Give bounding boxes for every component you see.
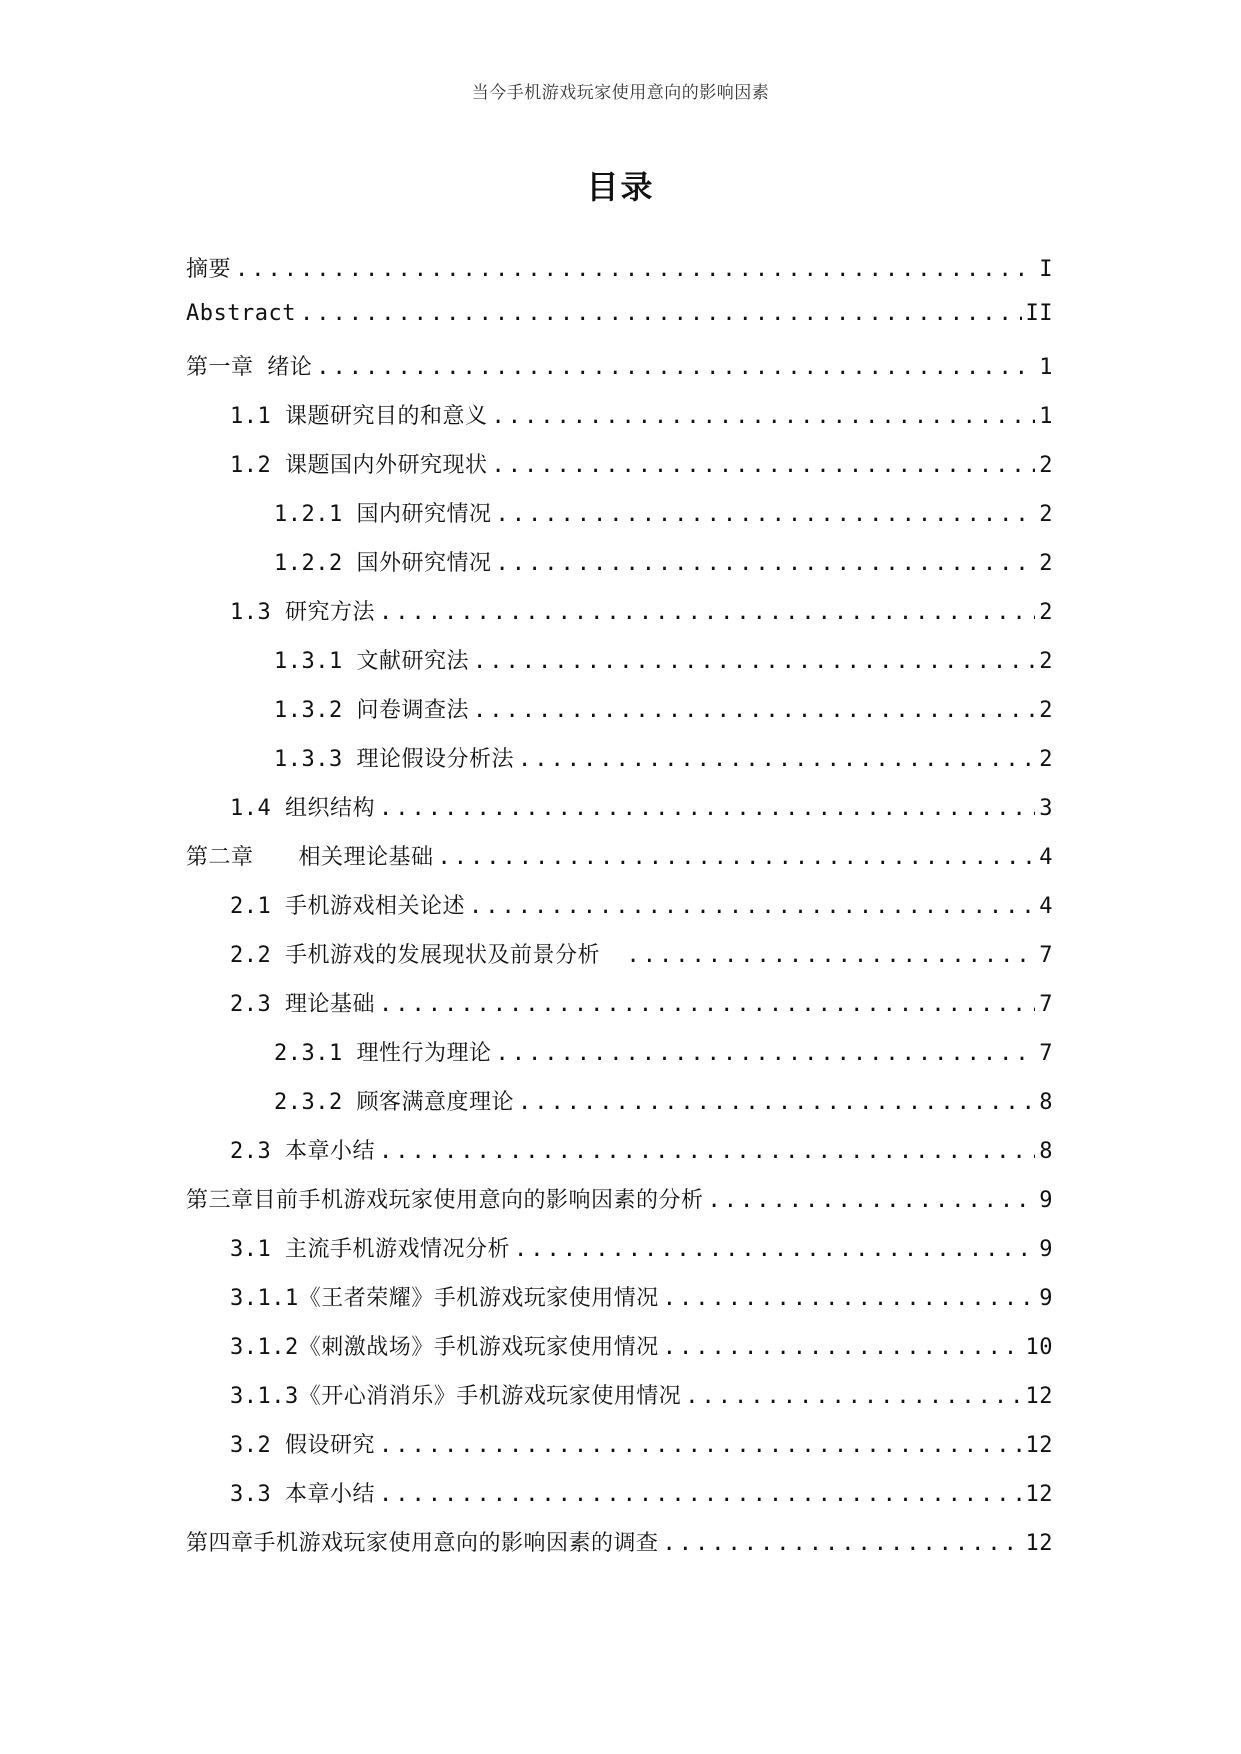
toc-page-number: 9	[1039, 1237, 1053, 1262]
toc-page-number: 9	[1039, 1286, 1053, 1311]
toc-page-number: 1	[1039, 404, 1053, 429]
toc-dot-leader	[663, 1335, 1022, 1360]
toc-entry-label: 1.2 课题国内外研究现状	[230, 453, 488, 478]
toc-entry[interactable]	[186, 497, 1053, 546]
toc-page-number: 9	[1039, 1188, 1053, 1213]
toc-page-number: II	[1025, 301, 1053, 326]
toc-entry[interactable]	[186, 1379, 1053, 1428]
toc-dot-leader	[469, 894, 1035, 919]
toc-entry-label: Abstract	[186, 301, 296, 326]
toc-entry-label: 2.3.2 顾客满意度理论	[274, 1090, 514, 1115]
toc-page-number: 2	[1039, 747, 1053, 772]
toc-dot-leader	[514, 1237, 1035, 1262]
toc-dot-leader	[379, 992, 1035, 1017]
toc-entry-label: 2.1 手机游戏相关论述	[230, 894, 465, 919]
toc-entry-label: 3.1.1《王者荣耀》手机游戏玩家使用情况	[230, 1286, 659, 1311]
toc-entry[interactable]	[186, 1036, 1053, 1085]
toc-entry-label: 摘要	[186, 257, 232, 282]
toc-entry[interactable]	[186, 693, 1053, 742]
table-of-contents	[186, 252, 1053, 1575]
toc-entry[interactable]	[186, 889, 1053, 938]
toc-entry-label: 1.3.2 问卷调查法	[274, 698, 469, 723]
toc-entry-label: 3.1.2《刺激战场》手机游戏玩家使用情况	[230, 1335, 659, 1360]
toc-page-number: 2	[1039, 649, 1053, 674]
toc-page-number: 7	[1039, 943, 1053, 968]
toc-page-number: 10	[1025, 1335, 1053, 1360]
toc-entry-label: 1.2.2 国外研究情况	[274, 551, 492, 576]
toc-page-number: 2	[1039, 698, 1053, 723]
toc-entry-label: 第三章目前手机游戏玩家使用意向的影响因素的分析	[186, 1188, 704, 1213]
toc-dot-leader	[379, 796, 1035, 821]
toc-entry[interactable]	[186, 1330, 1053, 1379]
page-title: 目录	[586, 168, 655, 206]
toc-entry[interactable]	[186, 1281, 1053, 1330]
toc-dot-leader	[379, 1139, 1035, 1164]
toc-entry[interactable]	[186, 1232, 1053, 1281]
toc-entry[interactable]	[186, 1085, 1053, 1134]
toc-dot-leader	[663, 1531, 1022, 1556]
toc-entry-label: 1.3.1 文献研究法	[274, 649, 469, 674]
toc-entry[interactable]	[186, 987, 1053, 1036]
toc-entry[interactable]	[186, 1477, 1053, 1526]
toc-dot-leader	[495, 551, 1035, 576]
toc-dot-leader	[518, 1090, 1035, 1115]
toc-dot-leader	[708, 1188, 1036, 1213]
toc-entry[interactable]	[186, 1183, 1053, 1232]
toc-entry-label: 3.3 本章小结	[230, 1482, 375, 1507]
toc-dot-leader	[495, 502, 1035, 527]
toc-page-number: 7	[1039, 992, 1053, 1017]
toc-dot-leader	[518, 747, 1035, 772]
toc-page-number: 1	[1039, 355, 1053, 380]
toc-entry-label: 1.1 课题研究目的和意义	[230, 404, 488, 429]
toc-page-number: 2	[1039, 551, 1053, 576]
toc-page-number: 8	[1039, 1139, 1053, 1164]
toc-page-number: 12	[1025, 1384, 1053, 1409]
toc-dot-leader	[379, 1433, 1022, 1458]
toc-dot-leader	[316, 355, 1035, 380]
toc-entry-label: 2.2 手机游戏的发展现状及前景分析	[230, 943, 623, 968]
toc-dot-leader	[473, 649, 1035, 674]
toc-entry[interactable]	[186, 1134, 1053, 1183]
toc-entry[interactable]	[186, 399, 1053, 448]
toc-entry-label: 1.3 研究方法	[230, 600, 375, 625]
toc-page-number: 8	[1039, 1090, 1053, 1115]
toc-dot-leader	[685, 1384, 1021, 1409]
toc-dot-leader	[663, 1286, 1036, 1311]
toc-entry[interactable]	[186, 1526, 1053, 1575]
toc-entry-label: 1.4 组织结构	[230, 796, 375, 821]
toc-entry-label: 第二章 相关理论基础	[186, 845, 434, 870]
toc-entry[interactable]	[186, 840, 1053, 889]
toc-entry[interactable]	[186, 252, 1053, 301]
toc-page-number: 12	[1025, 1433, 1053, 1458]
toc-entry[interactable]	[186, 742, 1053, 791]
toc-entry[interactable]	[186, 938, 1053, 987]
toc-page-number: 2	[1039, 453, 1053, 478]
toc-entry[interactable]	[186, 301, 1053, 350]
toc-entry-label: 2.3.1 理性行为理论	[274, 1041, 492, 1066]
toc-entry-label: 2.3 本章小结	[230, 1139, 375, 1164]
toc-page-number: 4	[1039, 845, 1053, 870]
toc-page-number: 4	[1039, 894, 1053, 919]
toc-entry[interactable]	[186, 644, 1053, 693]
toc-dot-leader	[473, 698, 1035, 723]
toc-entry[interactable]	[186, 791, 1053, 840]
toc-entry-label: 3.1.3《开心消消乐》手机游戏玩家使用情况	[230, 1384, 682, 1409]
toc-entry[interactable]	[186, 546, 1053, 595]
toc-entry-label: 1.3.3 理论假设分析法	[274, 747, 514, 772]
toc-entry-label: 3.2 假设研究	[230, 1433, 375, 1458]
toc-page-number: 2	[1039, 502, 1053, 527]
toc-entry-label: 1.2.1 国内研究情况	[274, 502, 492, 527]
toc-page-number: 12	[1025, 1482, 1053, 1507]
toc-dot-leader	[300, 301, 1022, 326]
toc-entry[interactable]	[186, 595, 1053, 644]
toc-dot-leader	[491, 404, 1035, 429]
toc-entry[interactable]	[186, 448, 1053, 497]
toc-dot-leader	[379, 1482, 1022, 1507]
running-header: 当今手机游戏玩家使用意向的影响因素	[471, 83, 770, 103]
toc-dot-leader	[626, 943, 1035, 968]
toc-page-number: 2	[1039, 600, 1053, 625]
toc-dot-leader	[438, 845, 1036, 870]
toc-entry-label: 第一章 绪论	[186, 355, 313, 380]
toc-page-number: 3	[1039, 796, 1053, 821]
toc-page-number: 12	[1025, 1531, 1053, 1556]
toc-entry[interactable]	[186, 1428, 1053, 1477]
toc-dot-leader	[491, 453, 1035, 478]
toc-dot-leader	[495, 1041, 1035, 1066]
toc-page-number: I	[1039, 257, 1053, 282]
toc-entry-label: 第四章手机游戏玩家使用意向的影响因素的调查	[186, 1531, 659, 1556]
toc-dot-leader	[235, 257, 1035, 282]
toc-entry[interactable]	[186, 350, 1053, 399]
toc-dot-leader	[379, 600, 1035, 625]
toc-entry-label: 2.3 理论基础	[230, 992, 375, 1017]
toc-entry-label: 3.1 主流手机游戏情况分析	[230, 1237, 510, 1262]
toc-page-number: 7	[1039, 1041, 1053, 1066]
